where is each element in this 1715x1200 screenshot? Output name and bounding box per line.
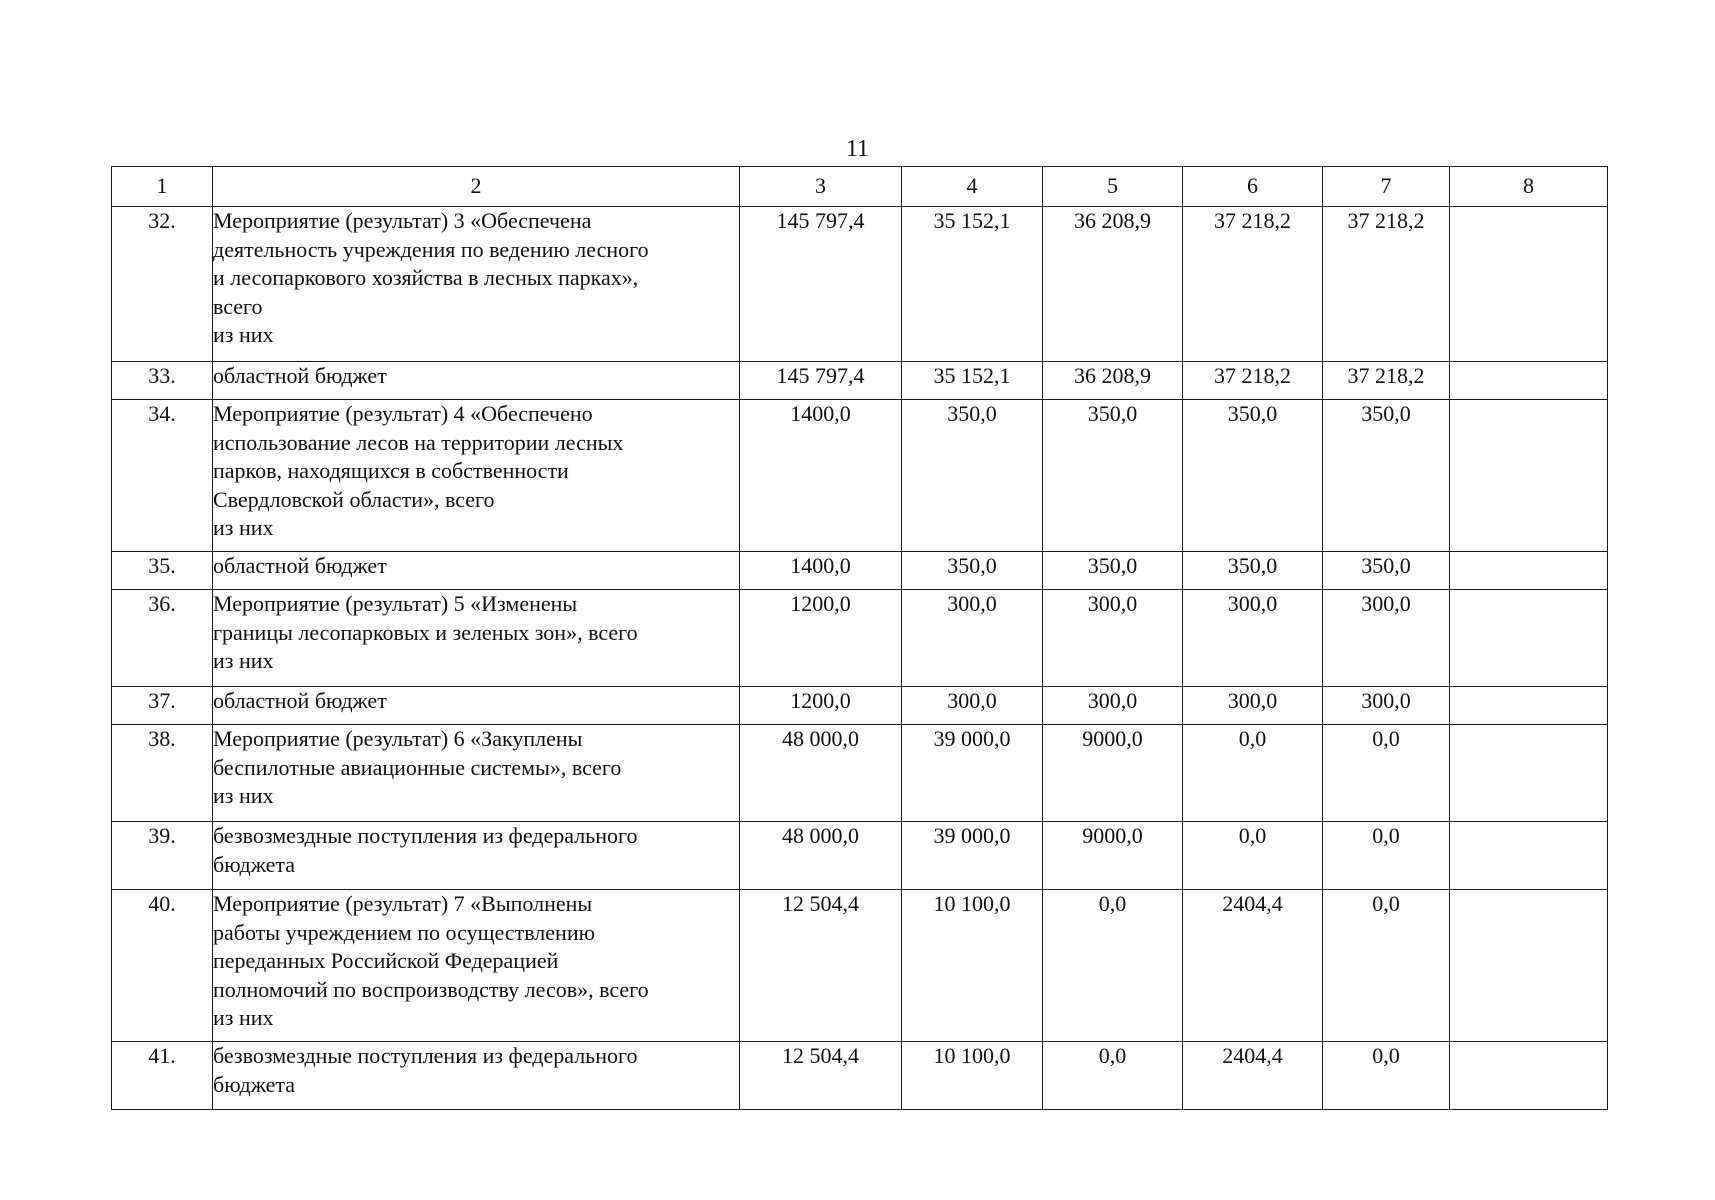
table-row <box>112 725 1608 822</box>
value-col-7: 300,0 <box>1323 590 1450 687</box>
value-col-4: 350,0 <box>902 400 1043 552</box>
value-col-8 <box>1450 725 1608 822</box>
row-number: 37. <box>112 687 213 725</box>
description-line: областной бюджет <box>213 553 387 578</box>
description-line: безвозмездные поступления из федерального <box>213 823 638 848</box>
value-col-5: 350,0 <box>1043 400 1183 552</box>
header-cell: 4 <box>902 167 1043 207</box>
description-line: деятельность учреждения по ведению лесного <box>213 236 649 262</box>
description-line: из них <box>213 322 274 347</box>
table-row <box>112 590 1608 687</box>
value-col-3: 145 797,4 <box>740 207 902 362</box>
value-col-5: 0,0 <box>1043 890 1183 1042</box>
value-col-7: 0,0 <box>1323 1042 1450 1110</box>
value-col-8 <box>1450 552 1608 590</box>
value-col-8 <box>1450 590 1608 687</box>
table-body <box>112 207 1608 1110</box>
description-line: безвозмездные поступления из федерального <box>213 1043 638 1068</box>
header-cell: 6 <box>1183 167 1323 207</box>
value-col-6: 2404,4 <box>1183 1042 1323 1110</box>
value-col-6: 300,0 <box>1183 687 1323 725</box>
header-cell: 2 <box>213 167 740 207</box>
description-line: и лесопаркового хозяйства в лесных парках», <box>213 265 639 290</box>
value-col-7: 350,0 <box>1323 400 1450 552</box>
description-line: областной бюджет <box>213 688 387 713</box>
header-cell: 5 <box>1043 167 1183 207</box>
table-row <box>112 890 1608 1042</box>
row-description <box>213 725 740 822</box>
description-line: использование лесов на территории лесных <box>213 429 624 455</box>
description-line: из них <box>213 648 274 673</box>
description-line: областной бюджет <box>213 363 387 388</box>
table-row <box>112 552 1608 590</box>
value-col-7: 0,0 <box>1323 822 1450 890</box>
value-col-6: 0,0 <box>1183 822 1323 890</box>
header-cell: 8 <box>1450 167 1608 207</box>
row-description <box>213 890 740 1042</box>
value-col-8 <box>1450 687 1608 725</box>
value-col-8 <box>1450 207 1608 362</box>
description-line: Мероприятие (результат) 4 «Обеспечено <box>213 401 593 426</box>
table-row <box>112 1042 1608 1110</box>
value-col-4: 350,0 <box>902 552 1043 590</box>
value-col-7: 0,0 <box>1323 725 1450 822</box>
value-col-5: 36 208,9 <box>1043 362 1183 400</box>
header-cell: 1 <box>112 167 213 207</box>
table-header <box>112 167 1608 207</box>
table-row <box>112 362 1608 400</box>
description-line: Мероприятие (результат) 6 «Закуплены <box>213 726 583 751</box>
value-col-4: 39 000,0 <box>902 725 1043 822</box>
value-col-6: 37 218,2 <box>1183 362 1323 400</box>
description-line: Мероприятие (результат) 3 «Обеспечена <box>213 208 592 233</box>
value-col-5: 300,0 <box>1043 687 1183 725</box>
description-line: всего <box>213 293 263 319</box>
value-col-3: 12 504,4 <box>740 890 902 1042</box>
description-line: работы учреждением по осуществлению <box>213 919 596 945</box>
value-col-3: 1400,0 <box>740 400 902 552</box>
value-col-4: 35 152,1 <box>902 207 1043 362</box>
value-col-4: 300,0 <box>902 590 1043 687</box>
description-line: бюджета <box>213 851 296 877</box>
row-description <box>213 590 740 687</box>
row-description <box>213 552 740 590</box>
value-col-7: 0,0 <box>1323 890 1450 1042</box>
description-line: Свердловской области», всего <box>213 486 495 512</box>
value-col-5: 350,0 <box>1043 552 1183 590</box>
row-description <box>213 207 740 362</box>
value-col-8 <box>1450 822 1608 890</box>
table-row <box>112 400 1608 552</box>
value-col-8 <box>1450 362 1608 400</box>
value-col-7: 300,0 <box>1323 687 1450 725</box>
description-line: из них <box>213 783 274 808</box>
value-col-5: 0,0 <box>1043 1042 1183 1110</box>
table-row <box>112 687 1608 725</box>
value-col-4: 10 100,0 <box>902 890 1043 1042</box>
description-line: переданных Российской Федерацией <box>213 948 559 973</box>
row-description <box>213 1042 740 1110</box>
description-line: Мероприятие (результат) 5 «Изменены <box>213 591 578 616</box>
description-line: границы лесопарковых и зеленых зон», всего <box>213 619 638 645</box>
value-col-3: 145 797,4 <box>740 362 902 400</box>
value-col-8 <box>1450 890 1608 1042</box>
row-number: 36. <box>112 590 213 687</box>
value-col-6: 350,0 <box>1183 552 1323 590</box>
row-number: 41. <box>112 1042 213 1110</box>
header-cell: 3 <box>740 167 902 207</box>
value-col-4: 39 000,0 <box>902 822 1043 890</box>
value-col-6: 37 218,2 <box>1183 207 1323 362</box>
value-col-3: 1400,0 <box>740 552 902 590</box>
value-col-3: 1200,0 <box>740 687 902 725</box>
value-col-4: 35 152,1 <box>902 362 1043 400</box>
value-col-3: 1200,0 <box>740 590 902 687</box>
description-line: бюджета <box>213 1071 296 1097</box>
value-col-4: 300,0 <box>902 687 1043 725</box>
table-row <box>112 207 1608 362</box>
value-col-8 <box>1450 400 1608 552</box>
description-line: беспилотные авиационные системы», всего <box>213 754 622 780</box>
description-line: Мероприятие (результат) 7 «Выполнены <box>213 891 593 916</box>
value-col-3: 48 000,0 <box>740 822 902 890</box>
header-cell: 7 <box>1323 167 1450 207</box>
description-line: из них <box>213 1005 274 1030</box>
row-description <box>213 822 740 890</box>
row-description <box>213 400 740 552</box>
description-line: парков, находящихся в собственности <box>213 458 569 483</box>
value-col-6: 0,0 <box>1183 725 1323 822</box>
value-col-4: 10 100,0 <box>902 1042 1043 1110</box>
value-col-8 <box>1450 1042 1608 1110</box>
value-col-5: 9000,0 <box>1043 725 1183 822</box>
value-col-7: 37 218,2 <box>1323 362 1450 400</box>
budget-table <box>111 166 1608 1110</box>
value-col-5: 300,0 <box>1043 590 1183 687</box>
row-number: 35. <box>112 552 213 590</box>
value-col-7: 350,0 <box>1323 552 1450 590</box>
row-number: 38. <box>112 725 213 822</box>
value-col-5: 9000,0 <box>1043 822 1183 890</box>
row-number: 39. <box>112 822 213 890</box>
row-number: 40. <box>112 890 213 1042</box>
row-number: 33. <box>112 362 213 400</box>
value-col-6: 2404,4 <box>1183 890 1323 1042</box>
value-col-3: 12 504,4 <box>740 1042 902 1110</box>
description-line: из них <box>213 515 274 540</box>
row-number: 32. <box>112 207 213 362</box>
page-number: 11 <box>845 136 870 162</box>
header-row <box>112 167 1608 207</box>
row-number: 34. <box>112 400 213 552</box>
row-description <box>213 687 740 725</box>
value-col-6: 350,0 <box>1183 400 1323 552</box>
description-line: полномочий по воспроизводству лесов», всего <box>213 976 649 1002</box>
value-col-3: 48 000,0 <box>740 725 902 822</box>
value-col-5: 36 208,9 <box>1043 207 1183 362</box>
table-row <box>112 822 1608 890</box>
value-col-6: 300,0 <box>1183 590 1323 687</box>
row-description <box>213 362 740 400</box>
value-col-7: 37 218,2 <box>1323 207 1450 362</box>
